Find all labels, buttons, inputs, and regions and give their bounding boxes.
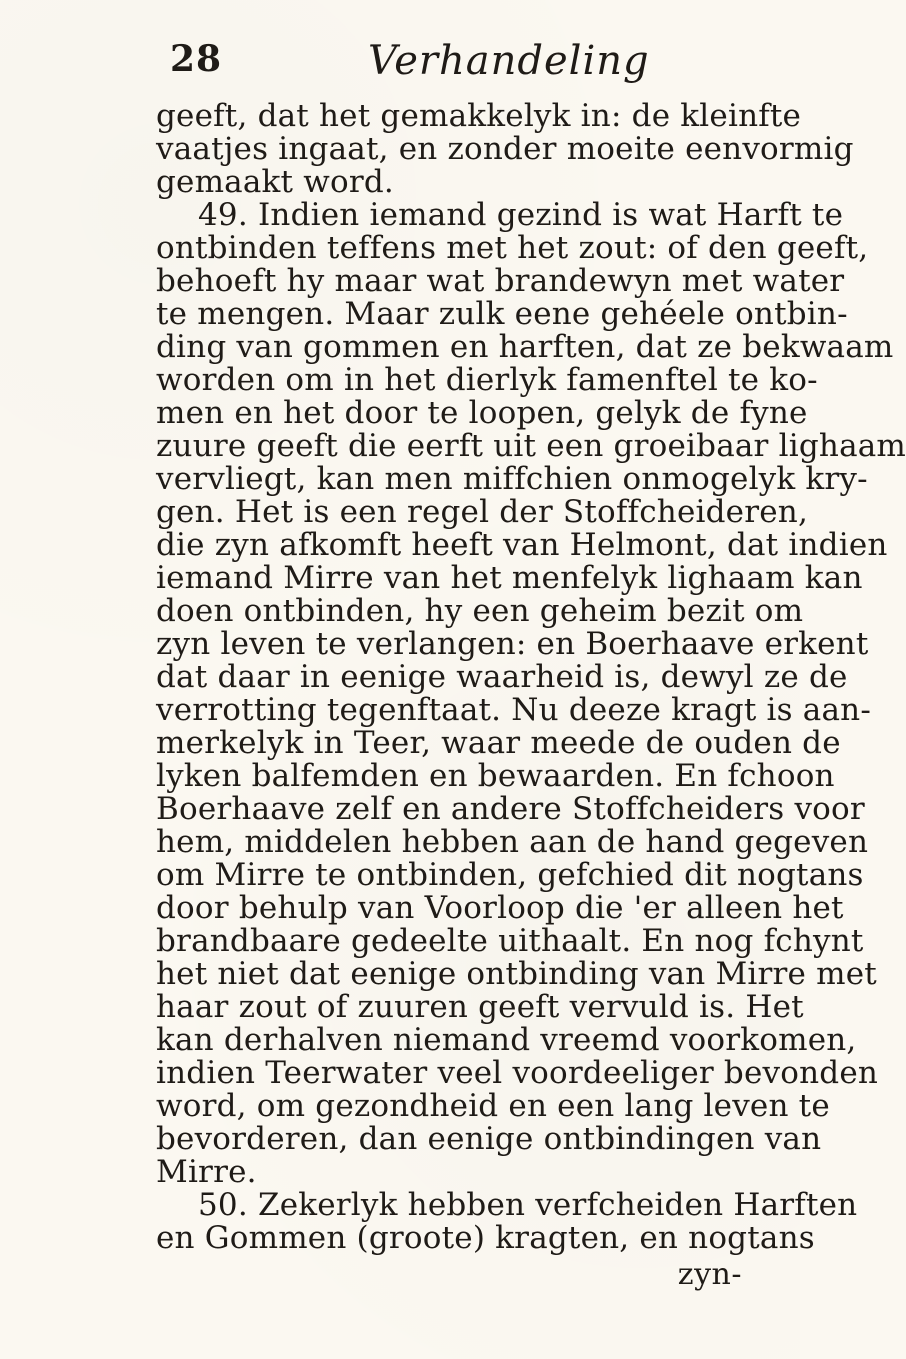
text-line: indien Teerwater veel voordeeliger bevonden [156,1055,879,1091]
text-line: merkelyk in Teer, waar meede de ouden de [156,725,841,761]
text-line: bevorderen, dan eenige ontbindingen van [156,1121,822,1157]
text-line: vervliegt, kan men miffchien onmogelyk kry- [156,461,868,497]
text-line: te mengen. Maar zulk eene gehéele ontbin- [156,296,848,332]
text-line: worden om in het dierlyk famenftel te ko- [156,362,818,398]
text-line: zyn leven te verlangen: en Boerhaave erkent [156,626,869,662]
text-line: men en het door te loopen, gelyk de fyne [156,395,808,431]
text-line: zuure geeft die eerft uit een groeibaar lighaam [156,428,906,464]
text-line: gen. Het is een regel der Stoffcheideren, [156,494,808,530]
running-head: Verhandeling [368,38,650,84]
text-line: brandbaare gedeelte uithaalt. En nog fchynt [156,923,864,959]
body-text [156,98,906,1300]
text-line: ontbinden teffens met het zout: of den geeft, [156,230,869,266]
text-line: vaatjes ingaat, en zonder moeite eenvormig [156,131,854,167]
page-number: 28 [170,38,223,80]
text-line: het niet dat eenige ontbinding van Mirre met [156,956,877,992]
paragraph-49-start: 49. Indien iemand gezind is wat Harft te [198,197,844,233]
text-line: behoeft hy maar wat brandewyn met water [156,263,845,299]
text-line: Mirre. [156,1154,257,1190]
text-line: dat daar in eenige waarheid is, dewyl ze de [156,659,848,695]
paragraph-50-start: 50. Zekerlyk hebben verfcheiden Harften [198,1187,858,1223]
text-line: verrotting tegenftaat. Nu deeze kragt is aan- [156,692,872,728]
text-line: geeft, dat het gemakkelyk in: de kleinfte [156,98,802,134]
text-line: die zyn afkomft heeft van Helmont, dat indien [156,527,888,563]
catchword: zyn- [677,1257,742,1292]
text-line: haar zout of zuuren geeft vervuld is. Het [156,989,804,1025]
text-line: doen ontbinden, hy een geheim bezit om [156,593,804,629]
text-line: Boerhaave zelf en andere Stoffcheiders voor [156,791,865,827]
text-line: iemand Mirre van het menfelyk lighaam kan [156,560,863,596]
text-line: ding van gommen en harften, dat ze bekwaam [156,329,894,365]
text-line: gemaakt word. [156,164,394,200]
text-line: word, om gezondheid en een lang leven te [156,1088,830,1124]
text-line: lyken balfemden en bewaarden. En fchoon [156,758,835,794]
text-line: om Mirre te ontbinden, gefchied dit nogtans [156,857,864,893]
text-line: hem, middelen hebben aan de hand gegeven [156,824,869,860]
page-header [170,38,650,96]
text-line: kan derhalven niemand vreemd voorkomen, [156,1022,857,1058]
text-line: en Gommen (groote) kragten, en nogtans [156,1220,815,1256]
text-line: door behulp van Voorloop die 'er alleen het [156,890,844,926]
